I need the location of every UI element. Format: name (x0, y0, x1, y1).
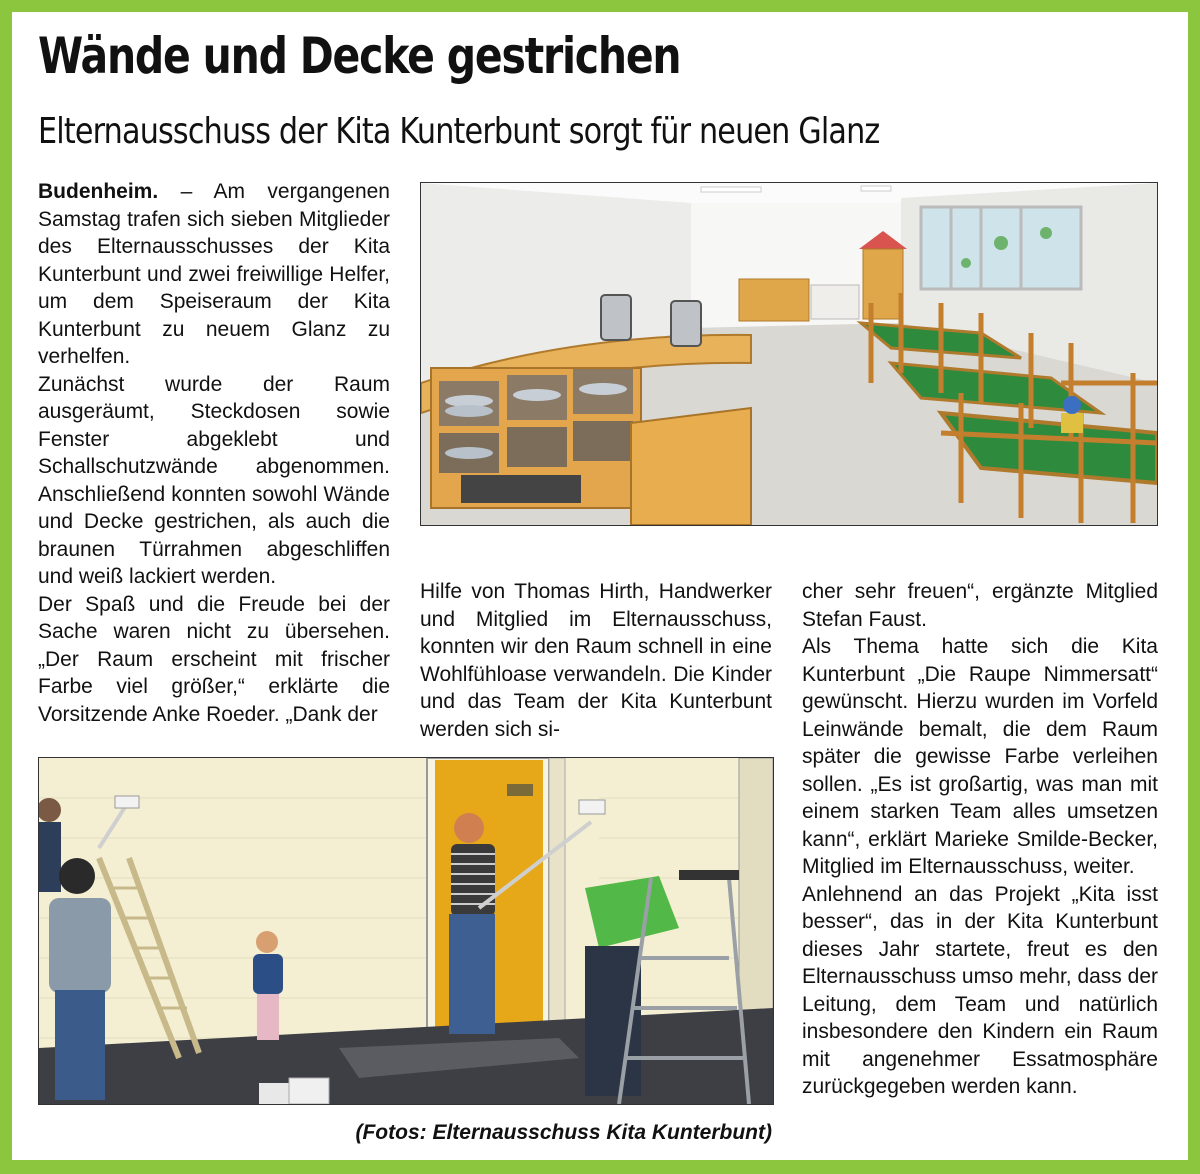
photo-dining-room (420, 182, 1158, 526)
article-column-2 (420, 578, 772, 743)
paragraph-3-end: cher sehr freuen“, ergänzte Mitglied Stefan Faust. (802, 580, 1158, 631)
paragraph-1-text: – Am vergangenen Samstag trafen sich sieben Mitglieder des Elternausschusses der Kita Kunterbunt und zwei freiwillige Helfer, um dem Speiseraum der Kita Kunterbunt zu neuem Glanz zu verhelfen. (38, 180, 390, 368)
paragraph-4: Als Thema hatte sich die Kita Kunterbunt „Die Raupe Nimmersatt“ gewünscht. Hierzu wurden im Vorfeld Leinwände bemalt, die dem Raum später die gewisse Farbe verleihen sollen. „Es ist großartig, was man mit einem starken Team alles umsetzen kann“, erklärt Marieke Smilde-Becker, Mitglied im Elternausschuss, weiter. (802, 635, 1158, 878)
dining-room-illustration (421, 183, 1157, 525)
paragraph-3-continued: Hilfe von Thomas Hirth, Handwerker und Mitglied im Elternausschuss, konnten wir den Raum schnell in eine Wohlfühloase verwandeln. Die Kinder und das Team der Kita Kunterbunt werden sich si- (420, 580, 772, 741)
photo-caption: (Fotos: Elternausschuss Kita Kunterbunt) (355, 1121, 772, 1144)
dateline: Budenheim. (38, 180, 159, 203)
article-column-3 (802, 578, 1158, 1101)
paragraph-2: Zunächst wurde der Raum ausgeräumt, Steckdosen sowie Fenster abgeklebt und Schallschutzwände abgenommen. Anschließend konnten sowohl Wände und Decke gestrichen, als auch die braunen Türrahmen abgeschliffen und weiß lackiert werden. (38, 372, 390, 588)
headline: Wände und Decke gestrichen (38, 27, 681, 85)
paragraph-5: Anlehnend an das Projekt „Kita isst besser“, das in der Kita Kunterbunt dieses Jahr startete, freut es den Elternausschuss umso mehr, dass der Leitung, dem Team und natürlich insbesondere den Kindern ein Raum mit angenehmer Essatmosphäre zurückgegeben werden kann. (802, 882, 1158, 1098)
newspaper-clipping (12, 12, 1188, 1160)
paragraph-1 (38, 178, 390, 371)
painting-illustration (39, 758, 773, 1104)
paragraph-3: Der Spaß und die Freude bei der Sache waren nicht zu übersehen. „Der Raum erscheint mit frischer Farbe viel größer,“ erklärte die Vorsitzende Anke Roeder. „Dank der (38, 592, 390, 726)
article-column-1 (38, 178, 390, 728)
photo-painting-walls (38, 757, 774, 1105)
subheadline: Elternausschuss der Kita Kunterbunt sorgt für neuen Glanz (38, 111, 880, 152)
